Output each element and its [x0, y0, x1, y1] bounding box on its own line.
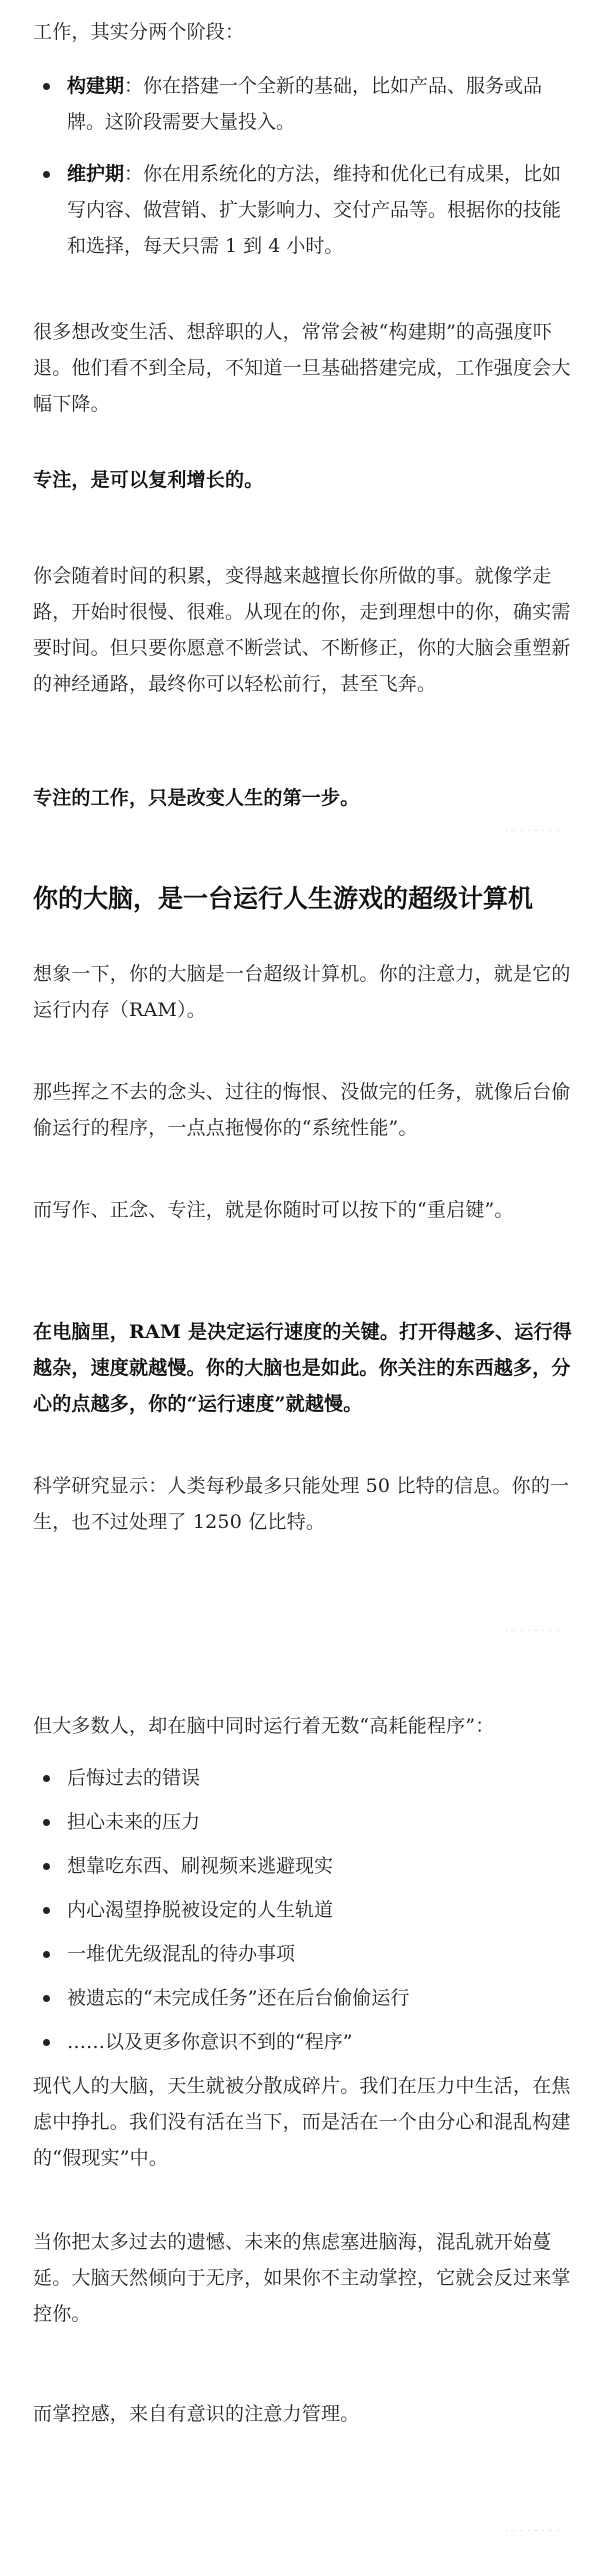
science-paragraph: 科学研究显示：人类每秒最多只能处理 50 比特的信息。你的一生，也不过处理了 1250 亿比特。: [33, 1475, 570, 1533]
phase-separator: ：: [124, 163, 144, 185]
list-item: [33, 156, 578, 264]
bullet-icon: [43, 1907, 50, 1914]
bullet-icon: [43, 83, 50, 90]
watermark-mark: · · · · · · · ·: [505, 826, 561, 837]
programs-list: [33, 1760, 578, 2060]
ram-paragraph: 在电脑里，RAM 是决定运行速度的关键。打开得越多、运行得越杂，速度就越慢。你的大脑也是如此。你关注的东西越多，分心的点越多，你的“运行速度”就越慢。: [33, 1321, 572, 1415]
accumulate-paragraph: 你会随着时间的积累，变得越来越擅长你所做的事。就像学走路，开始时很慢、很难。从现在的你，走到理想中的你，确实需要时间。但只要你愿意不断尝试、不断修正，你的大脑会重塑新的神经通路，最终你可以轻松前行，甚至飞奔。: [33, 565, 571, 695]
program-text: 担心未来的压力: [67, 1811, 201, 1833]
phase-term: 维护期: [67, 163, 125, 185]
section-heading: 你的大脑，是一台运行人生游戏的超级计算机: [33, 884, 534, 913]
list-item: [33, 1892, 578, 1928]
program-text: 内心渴望挣脱被设定的人生轨道: [67, 1899, 334, 1921]
list-item: [33, 1804, 578, 1840]
phase-text: 你在搭建一个全新的基础，比如产品、服务或品牌。这阶段需要大量投入。: [67, 75, 543, 133]
watermark-mark: · · · · · · · ·: [505, 2526, 561, 2537]
bullet-icon: [43, 1995, 50, 2002]
restart-paragraph: 而写作、正念、专注，就是你随时可以按下的“重启键”。: [33, 1199, 514, 1221]
bullet-icon: [43, 171, 50, 178]
list-item: [33, 1760, 578, 1796]
list-item: [33, 2024, 578, 2060]
program-text: 想靠吃东西、刷视频来逃避现实: [67, 1855, 334, 1877]
list-item: [33, 1980, 578, 2016]
phase-list: [33, 68, 578, 264]
phase-text: 你在用系统化的方法，维持和优化已有成果，比如写内容、做营销、扩大影响力、交付产品等。根据你的技能和选择，每天只需 1 到 4 小时。: [67, 163, 562, 257]
focus-first-step-statement: 专注的工作，只是改变人生的第一步。: [33, 787, 360, 809]
list-item: [33, 1848, 578, 1884]
most-people-paragraph: 但大多数人，却在脑中同时运行着无数“高耗能程序”：: [33, 1715, 495, 1737]
program-text: 被遗忘的“未完成任务”还在后台偷偷运行: [67, 1987, 410, 2009]
program-text: 后悔过去的错误: [67, 1767, 201, 1789]
bullet-icon: [43, 1819, 50, 1826]
list-item: [33, 68, 578, 140]
imagine-paragraph: 想象一下，你的大脑是一台超级计算机。你的注意力，就是它的运行内存（RAM）。: [33, 963, 571, 1021]
bullet-icon: [43, 1951, 50, 1958]
control-paragraph: 而掌控感，来自有意识的注意力管理。: [33, 2403, 360, 2425]
intro-paragraph: 工作，其实分两个阶段：: [33, 21, 245, 43]
program-text: ……以及更多你意识不到的“程序”: [67, 2031, 353, 2053]
modern-paragraph: 现代人的大脑，天生就被分散成碎片。我们在压力中生活，在焦虑中挣扎。我们没有活在当下，而是活在一个由分心和混乱构建的“假现实”中。: [33, 2075, 571, 2169]
program-text: 一堆优先级混乱的待办事项: [67, 1943, 296, 1965]
thoughts-paragraph: 那些挥之不去的念头、过往的悔恨、没做完的任务，就像后台偷偷运行的程序，一点点拖慢你的“系统性能”。: [33, 1081, 571, 1139]
chaos-paragraph: 当你把太多过去的遗憾、未来的焦虑塞进脑海，混乱就开始蔓延。大脑天然倾向于无序，如果你不主动掌控，它就会反过来掌控你。: [33, 2231, 571, 2325]
list-item: [33, 1936, 578, 1972]
phase-separator: ：: [124, 75, 144, 97]
phase-term: 构建期: [67, 75, 125, 97]
fear-paragraph: 很多想改变生活、想辞职的人，常常会被“构建期”的高强度吓退。他们看不到全局，不知道一旦基础搭建完成，工作强度会大幅下降。: [33, 321, 571, 415]
bullet-icon: [43, 2039, 50, 2046]
bullet-icon: [43, 1863, 50, 1870]
bullet-icon: [43, 1775, 50, 1782]
watermark-mark: · · · · · · · ·: [505, 1626, 561, 1637]
focus-compound-statement: 专注，是可以复利增长的。: [33, 469, 264, 491]
